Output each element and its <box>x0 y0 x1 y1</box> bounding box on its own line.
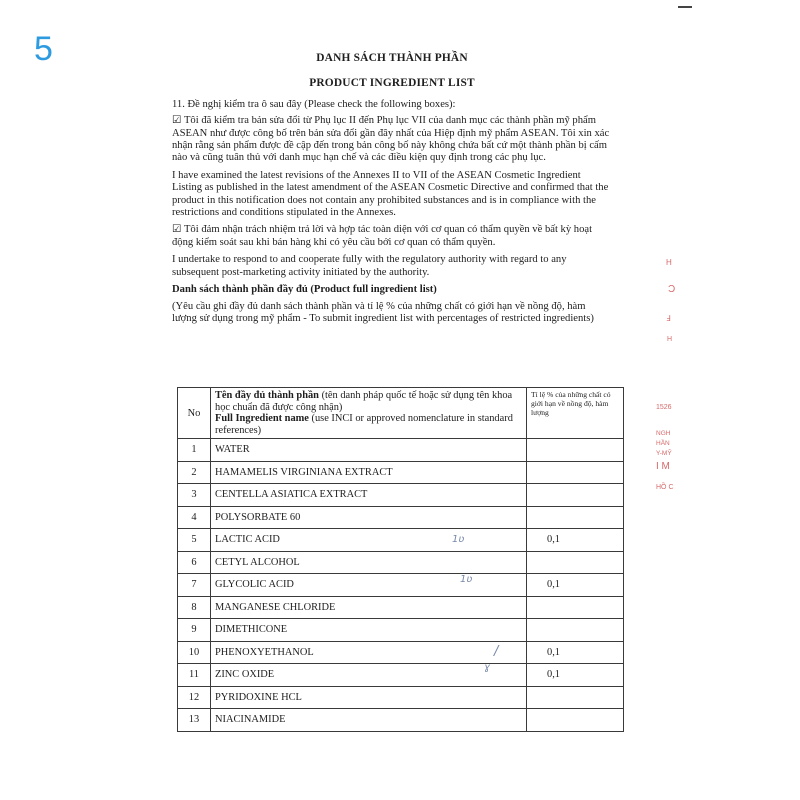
checkbox-statement-2-vi: ☑ Tôi đảm nhận trách nhiệm trả lời và hợp tác toàn diện với cơ quan có thẩm quyền về bất kỳ hoạt động kiểm soát sau khi bán hàng khi có yêu cầu bởi cơ quan có thẩm quyền. <box>172 224 593 248</box>
ingredient-percentage <box>527 596 624 619</box>
header-ingredient-name <box>211 388 527 439</box>
row-number: 2 <box>178 461 211 484</box>
stamp-line-5: HỒ C <box>656 484 674 491</box>
ingredient-percentage <box>527 686 624 709</box>
ingredient-percentage <box>527 484 624 507</box>
ingredient-name: CETYL ALCOHOL <box>211 551 527 574</box>
stamp-line-4: I M <box>656 461 670 472</box>
header-percentage: Tỉ lệ % của những chất có giới hạn về nồng độ, hàm lượng <box>527 388 624 439</box>
row-number: 10 <box>178 641 211 664</box>
scan-mark <box>678 6 692 8</box>
ingredient-name: HAMAMELIS VIRGINIANA EXTRACT <box>211 461 527 484</box>
ingredient-percentage <box>527 461 624 484</box>
statement-1-en: I have examined the latest revisions of the Annexes II to VII of the ASEAN Cosmetic Ingredient Listing as published in the latest amendment of the ASEAN Cosmetic Directive and confirmed that the product in this notification does not contain any prohibited substances and is in compliance with the restrictions and conditions stipulated in the Annexes. <box>172 169 609 219</box>
stamp-line-2: HẦN <box>656 440 670 447</box>
stamp-fragment-4: H <box>667 336 673 343</box>
table-header-row <box>178 388 624 439</box>
row-number: 11 <box>178 664 211 687</box>
ingredient-name: WATER <box>211 439 527 462</box>
ingredient-name: ZINC OXIDE <box>211 664 527 687</box>
row-number: 3 <box>178 484 211 507</box>
ingredient-name: PHENOXYETHANOL <box>211 641 527 664</box>
section-11-prompt: 11. Đề nghị kiểm tra ô sau đây (Please check the following boxes): <box>172 98 456 110</box>
table-row <box>178 686 624 709</box>
ingredient-name: POLYSORBATE 60 <box>211 506 527 529</box>
ingredient-table <box>177 387 624 732</box>
table-row <box>178 551 624 574</box>
header-name-vi-bold: Tên đầy đủ thành phần <box>215 390 319 401</box>
table-row <box>178 709 624 732</box>
table-row <box>178 619 624 642</box>
ingredient-name: CENTELLA ASIATICA EXTRACT <box>211 484 527 507</box>
row-number: 1 <box>178 439 211 462</box>
row-number: 4 <box>178 506 211 529</box>
statement-2-en: I undertake to respond to and cooperate fully with the regulatory authority with regard to any subsequent post-marketing activity initiated by the authority. <box>172 254 567 278</box>
table-row <box>178 529 624 552</box>
ingredient-name: NIACINAMIDE <box>211 709 527 732</box>
checkbox-statement-1-vi: ☑ Tôi đã kiểm tra bản sửa đổi từ Phụ lục II đến Phụ lục VII của danh mục các thành phần mỹ phẩm ASEAN như được công bố trên bản sửa đổi gần đây nhất của Hiệp định mỹ phẩm ASEAN. Tôi xin xác nhận rằng sản phẩm được đề cập đến trong bản công bố này không chứa bất cứ một thành phần bị cấm nào và cũng tuân thủ với danh mục hạn chế và các điều kiện quy định trong các phụ lục. <box>172 115 610 164</box>
table-row <box>178 506 624 529</box>
table-row <box>178 641 624 664</box>
row-number: 5 <box>178 529 211 552</box>
row-number: 12 <box>178 686 211 709</box>
ingredient-table-wrapper <box>177 387 624 732</box>
stamp-line-3: Y-MỸ <box>656 450 672 457</box>
table-row <box>178 484 624 507</box>
ingredient-name: MANGANESE CHLORIDE <box>211 596 527 619</box>
title-english: PRODUCT INGREDIENT LIST <box>309 77 475 90</box>
ingredient-name: LACTIC ACID <box>211 529 527 552</box>
stamp-line-1: NGH <box>656 430 671 437</box>
handwritten-mark-zinc: ɣ <box>484 662 490 673</box>
table-row <box>178 461 624 484</box>
ingredient-percentage: 0,1 <box>527 664 624 687</box>
header-name-en-rest: (use INCI or approved nomenclature in standard references) <box>215 413 513 436</box>
ingredient-name: PYRIDOXINE HCL <box>211 686 527 709</box>
row-number: 13 <box>178 709 211 732</box>
stamp-number: 1526 <box>656 404 672 411</box>
page-number: 5 <box>34 30 53 68</box>
handwritten-mark-lactic: 1ʋ <box>452 534 465 545</box>
table-row <box>178 439 624 462</box>
ingredient-percentage <box>527 619 624 642</box>
stamp-fragment-3: Ⅎ <box>666 314 671 323</box>
ingredient-name: DIMETHICONE <box>211 619 527 642</box>
document-body <box>172 48 612 325</box>
ingredient-percentage <box>527 551 624 574</box>
handwritten-mark-phenoxyethanol: / <box>494 644 499 659</box>
table-row <box>178 596 624 619</box>
ingredient-percentage: 0,1 <box>527 574 624 597</box>
ingredient-percentage: 0,1 <box>527 641 624 664</box>
stamp-fragment-1: H <box>666 258 672 267</box>
handwritten-mark-glycolic: 1ʋ <box>460 574 473 585</box>
header-name-en-bold: Full Ingredient name <box>215 413 309 424</box>
ingredient-name: GLYCOLIC ACID <box>211 574 527 597</box>
table-row <box>178 664 624 687</box>
row-number: 8 <box>178 596 211 619</box>
header-no: No <box>178 388 211 439</box>
header-name-vi-rest: (tên danh pháp quốc tế hoặc sử dụng tên khoa học chuẩn đã được công nhận) <box>215 390 513 413</box>
ingredient-percentage <box>527 439 624 462</box>
table-row <box>178 574 624 597</box>
row-number: 9 <box>178 619 211 642</box>
title-vietnamese: DANH SÁCH THÀNH PHẦN <box>316 52 468 64</box>
row-number: 6 <box>178 551 211 574</box>
ingredient-percentage <box>527 709 624 732</box>
stamp-fragment-2: Ɔ <box>668 284 676 295</box>
ingredient-percentage <box>527 506 624 529</box>
ingredient-percentage: 0,1 <box>527 529 624 552</box>
full-list-heading: Danh sách thành phần đầy đủ (Product full ingredient list) <box>172 284 437 296</box>
full-list-note: (Yêu cầu ghi đầy đủ danh sách thành phần và tỉ lệ % của những chất có giới hạn về nồng độ, hàm lượng sử dụng trong mỹ phẩm - To submit ingredient list with percentages of restricted ingredients) <box>172 300 594 324</box>
row-number: 7 <box>178 574 211 597</box>
